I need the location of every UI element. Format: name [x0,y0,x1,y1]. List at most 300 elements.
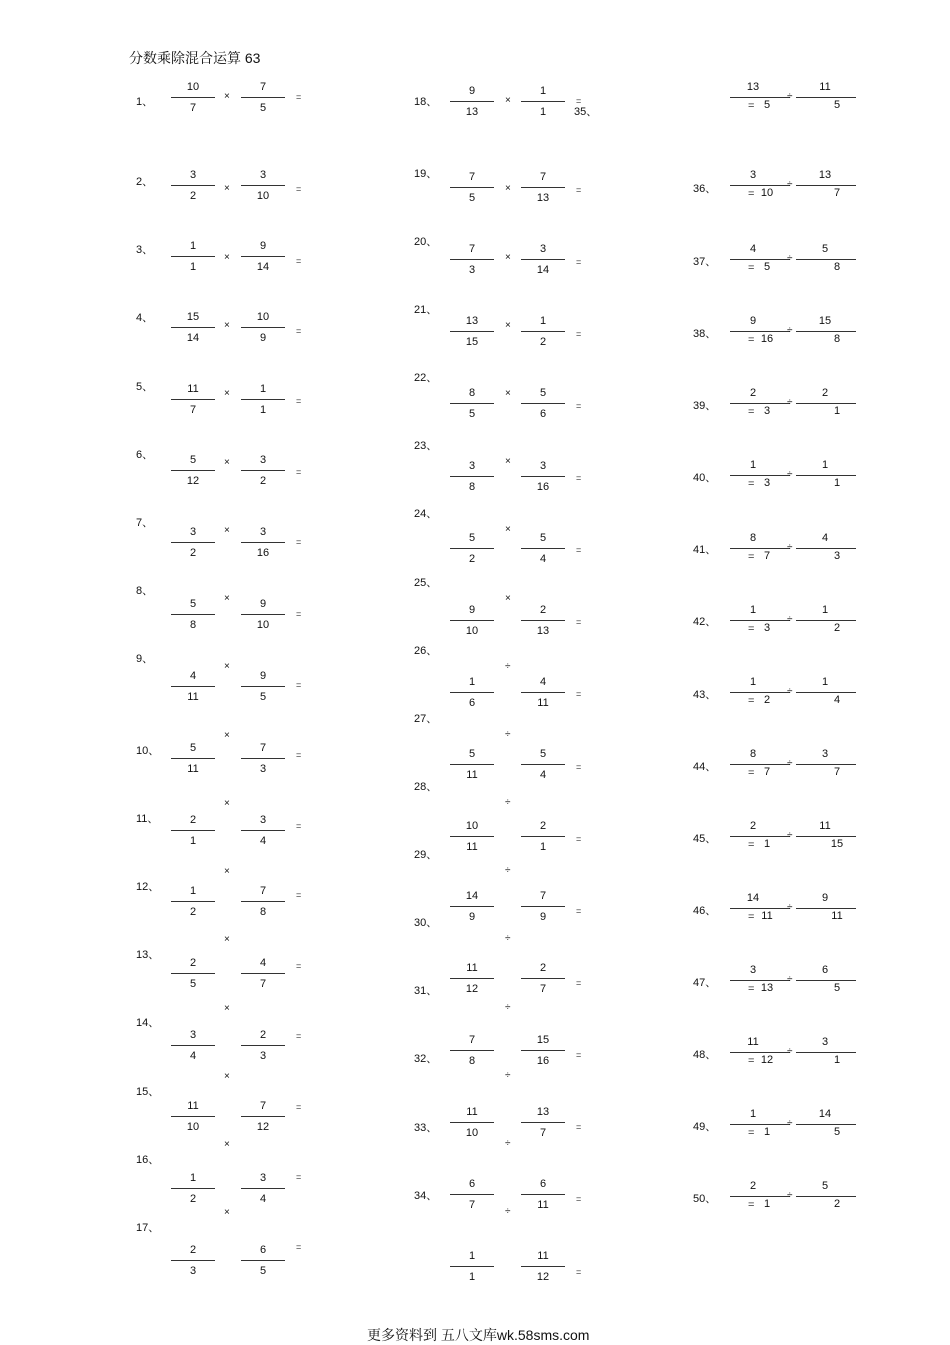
fraction-numerator: 14 [746,892,760,904]
divide-sign: ÷ [787,253,793,264]
problem-number: 48、 [693,1049,717,1061]
multiply-sign: × [224,525,230,536]
fraction-bar [521,331,565,332]
fraction-bar [730,620,790,621]
fraction-numerator: 4 [821,532,829,544]
fraction-denominator: 7 [833,766,841,778]
problem-number: 34、 [414,1190,438,1202]
equals-sign: = [748,983,755,995]
multiply-sign: × [224,320,230,331]
fraction-numerator: 5 [539,387,547,399]
fraction-numerator: 11 [819,81,831,93]
fraction-bar [171,470,215,471]
fraction-numerator: 11 [466,962,478,974]
fraction-denominator: 5 [833,1126,841,1138]
fraction-denominator: 2 [468,553,476,565]
fraction-denominator: 13 [536,192,550,204]
fraction-denominator: 3 [259,1050,267,1062]
fraction-numerator: 5 [821,1180,829,1192]
fraction-bar [730,908,790,909]
multiply-sign: × [224,1071,230,1082]
problem-number: 26、 [414,645,438,657]
fraction-bar [171,327,215,328]
fraction-numerator: 7 [468,171,476,183]
fraction-numerator: 5 [539,748,547,760]
equals-sign: = [296,961,302,971]
fraction-bar [450,331,494,332]
fraction-numerator: 5 [468,748,476,760]
fraction-numerator: 3 [821,748,829,760]
fraction-numerator: 13 [536,1106,550,1118]
fraction-bar [521,1050,565,1051]
fraction-numerator: 5 [468,532,476,544]
fraction-numerator: 8 [749,532,757,544]
problem-number: 1、 [136,96,154,108]
fraction-bar [171,1045,215,1046]
problem-number: 46、 [693,905,717,917]
fraction-denominator: 6 [468,697,476,709]
problem-number: 3、 [136,244,154,256]
fraction-bar [730,548,790,549]
problem-number: 6、 [136,449,154,461]
fraction-bar [171,830,215,831]
equals-sign: = [576,1122,582,1132]
fraction-numerator: 11 [466,1106,478,1118]
fraction-denominator: 16 [760,333,774,345]
fraction-denominator: 10 [256,619,270,631]
fraction-numerator: 15 [536,1034,550,1046]
fraction-numerator: 6 [539,1178,547,1190]
fraction-denominator: 4 [539,553,547,565]
fraction-numerator: 5 [189,454,197,466]
fraction-denominator: 3 [468,264,476,276]
fraction-bar [796,331,856,332]
multiply-sign: × [224,593,230,604]
equals-sign: = [296,609,302,619]
fraction-numerator: 4 [189,670,197,682]
problem-number: 10、 [136,745,160,757]
fraction-numerator: 1 [468,676,476,688]
problem-number: 36、 [693,183,717,195]
fraction-numerator: 6 [821,964,829,976]
fraction-denominator: 13 [536,625,550,637]
fraction-numerator: 3 [749,169,757,181]
fraction-denominator: 12 [536,1271,550,1283]
fraction-bar [521,764,565,765]
fraction-denominator: 9 [259,332,267,344]
problem-number: 38、 [693,328,717,340]
equals-sign: = [748,623,755,635]
fraction-numerator: 9 [259,240,267,252]
divide-sign: ÷ [787,1118,793,1129]
fraction-denominator: 15 [830,838,844,850]
fraction-numerator: 10 [186,81,200,93]
fraction-numerator: 3 [189,1029,197,1041]
fraction-bar [241,1116,285,1117]
divide-sign: ÷ [787,542,793,553]
problem-number: 31、 [414,985,438,997]
equals-sign: = [576,1267,582,1277]
fraction-denominator: 13 [465,106,479,118]
fraction-denominator: 12 [760,1054,774,1066]
fraction-denominator: 12 [465,983,479,995]
fraction-numerator: 5 [539,532,547,544]
fraction-bar [796,908,856,909]
fraction-numerator: 13 [746,81,760,93]
fraction-denominator: 8 [468,1055,476,1067]
equals-sign: = [576,401,582,411]
fraction-bar [171,399,215,400]
divide-sign: ÷ [787,758,793,769]
fraction-denominator: 1 [259,404,267,416]
fraction-numerator: 1 [749,676,757,688]
problem-number: 23、 [414,440,438,452]
problem-number: 20、 [414,236,438,248]
fraction-bar [450,1050,494,1051]
fraction-bar [796,548,856,549]
equals-sign: = [296,1031,302,1041]
fraction-denominator: 2 [189,906,197,918]
fraction-denominator: 1 [833,1054,841,1066]
fraction-denominator: 8 [468,481,476,493]
fraction-numerator: 2 [749,387,757,399]
fraction-numerator: 5 [189,598,197,610]
problem-number: 24、 [414,508,438,520]
equals-sign: = [296,1242,302,1252]
equals-sign: = [576,617,582,627]
problem-number: 4、 [136,312,154,324]
fraction-bar [796,259,856,260]
fraction-denominator: 1 [763,1126,771,1138]
fraction-numerator: 2 [189,1244,197,1256]
fraction-denominator: 10 [760,187,774,199]
equals-sign: = [576,545,582,555]
fraction-denominator: 2 [189,1193,197,1205]
fraction-numerator: 3 [259,454,267,466]
fraction-bar [171,686,215,687]
fraction-denominator: 6 [539,408,547,420]
problem-number: 8、 [136,585,154,597]
divide-sign: ÷ [505,661,511,672]
problem-number: 2、 [136,176,154,188]
fraction-denominator: 11 [761,910,773,922]
fraction-denominator: 2 [259,475,267,487]
multiply-sign: × [224,1003,230,1014]
fraction-bar [171,97,215,98]
equals-sign: = [576,978,582,988]
multiply-sign: × [505,388,511,399]
fraction-denominator: 5 [259,1265,267,1277]
multiply-sign: × [505,252,511,263]
fraction-denominator: 5 [833,982,841,994]
fraction-denominator: 16 [536,481,550,493]
problem-number: 12、 [136,881,160,893]
fraction-denominator: 11 [466,841,478,853]
equals-sign: = [748,695,755,707]
fraction-numerator: 3 [539,243,547,255]
fraction-numerator: 9 [749,315,757,327]
fraction-bar [796,836,856,837]
problem-number: 35、 [574,106,598,118]
fraction-bar [241,901,285,902]
fraction-numerator: 15 [186,311,200,323]
fraction-denominator: 10 [465,625,479,637]
fraction-bar [171,614,215,615]
fraction-numerator: 3 [821,1036,829,1048]
fraction-denominator: 3 [763,477,771,489]
fraction-numerator: 14 [818,1108,832,1120]
divide-sign: ÷ [505,1138,511,1149]
fraction-denominator: 16 [536,1055,550,1067]
fraction-numerator: 3 [749,964,757,976]
problem-number: 13、 [136,949,160,961]
equals-sign: = [296,396,302,406]
equals-sign: = [748,334,755,346]
fraction-bar [521,906,565,907]
equals-sign: = [748,188,755,200]
fraction-numerator: 10 [256,311,270,323]
fraction-denominator: 7 [259,978,267,990]
equals-sign: = [748,100,755,112]
fraction-bar [241,542,285,543]
equals-sign: = [296,890,302,900]
fraction-bar [171,256,215,257]
fraction-bar [521,978,565,979]
fraction-bar [521,620,565,621]
equals-sign: = [296,184,302,194]
fraction-bar [521,548,565,549]
fraction-numerator: 3 [259,814,267,826]
fraction-denominator: 1 [539,106,547,118]
fraction-bar [171,185,215,186]
fraction-numerator: 1 [539,315,547,327]
fraction-bar [521,1266,565,1267]
fraction-bar [171,973,215,974]
fraction-bar [241,97,285,98]
fraction-bar [241,185,285,186]
fraction-denominator: 7 [189,102,197,114]
divide-sign: ÷ [787,179,793,190]
fraction-bar [796,97,856,98]
problem-number: 27、 [414,713,438,725]
fraction-bar [450,476,494,477]
fraction-numerator: 11 [187,1100,199,1112]
fraction-denominator: 2 [189,547,197,559]
equals-sign: = [576,1194,582,1204]
fraction-bar [241,1045,285,1046]
equals-sign: = [576,834,582,844]
equals-sign: = [296,680,302,690]
equals-sign: = [748,1055,755,1067]
page-title: 分数乘除混合运算 63 [129,50,261,66]
fraction-denominator: 1 [539,841,547,853]
problem-number: 28、 [414,781,438,793]
fraction-bar [450,1122,494,1123]
fraction-denominator: 5 [468,192,476,204]
fraction-numerator: 7 [259,1100,267,1112]
fraction-bar [730,185,790,186]
fraction-bar [450,548,494,549]
fraction-bar [241,1188,285,1189]
fraction-bar [730,1196,790,1197]
fraction-denominator: 3 [763,622,771,634]
fraction-bar [241,470,285,471]
fraction-numerator: 11 [537,1250,549,1262]
divide-sign: ÷ [787,469,793,480]
fraction-bar [241,686,285,687]
fraction-denominator: 5 [763,99,771,111]
multiply-sign: × [224,252,230,263]
fraction-denominator: 12 [256,1121,270,1133]
fraction-denominator: 4 [833,694,841,706]
equals-sign: = [296,256,302,266]
problem-number: 32、 [414,1053,438,1065]
fraction-bar [521,1194,565,1195]
fraction-bar [450,764,494,765]
fraction-bar [171,1116,215,1117]
fraction-bar [241,327,285,328]
fraction-numerator: 9 [259,598,267,610]
fraction-bar [730,259,790,260]
multiply-sign: × [224,183,230,194]
equals-sign: = [576,185,582,195]
fraction-denominator: 5 [259,691,267,703]
divide-sign: ÷ [787,830,793,841]
equals-sign: = [296,750,302,760]
problem-number: 5、 [136,381,154,393]
multiply-sign: × [505,183,511,194]
fraction-bar [796,692,856,693]
equals-sign: = [576,906,582,916]
fraction-bar [241,614,285,615]
fraction-numerator: 2 [259,1029,267,1041]
fraction-denominator: 1 [468,1271,476,1283]
fraction-numerator: 1 [468,1250,476,1262]
fraction-numerator: 1 [539,85,547,97]
problem-number: 16、 [136,1154,160,1166]
fraction-bar [796,1196,856,1197]
fraction-bar [796,620,856,621]
multiply-sign: × [224,457,230,468]
equals-sign: = [748,406,755,418]
fraction-bar [171,1188,215,1189]
fraction-numerator: 2 [749,820,757,832]
fraction-numerator: 9 [821,892,829,904]
divide-sign: ÷ [787,974,793,985]
equals-sign: = [296,537,302,547]
problem-number: 42、 [693,616,717,628]
fraction-numerator: 7 [259,885,267,897]
fraction-denominator: 3 [259,763,267,775]
fraction-numerator: 1 [821,459,829,471]
fraction-bar [796,403,856,404]
fraction-numerator: 9 [259,670,267,682]
fraction-numerator: 2 [189,957,197,969]
fraction-denominator: 5 [763,261,771,273]
fraction-denominator: 11 [831,910,843,922]
fraction-numerator: 7 [259,81,267,93]
fraction-numerator: 8 [749,748,757,760]
problem-number: 14、 [136,1017,160,1029]
divide-sign: ÷ [505,1206,511,1217]
fraction-denominator: 5 [259,102,267,114]
divide-sign: ÷ [787,91,793,102]
fraction-denominator: 5 [189,978,197,990]
fraction-numerator: 11 [187,383,199,395]
problem-number: 19、 [414,168,438,180]
fraction-bar [730,475,790,476]
fraction-bar [241,973,285,974]
fraction-denominator: 11 [187,691,199,703]
problem-number: 11、 [136,813,159,825]
fraction-bar [241,1260,285,1261]
multiply-sign: × [224,934,230,945]
fraction-numerator: 9 [468,604,476,616]
fraction-denominator: 2 [539,336,547,348]
fraction-denominator: 2 [189,190,197,202]
problem-number: 17、 [136,1222,160,1234]
fraction-denominator: 1 [763,838,771,850]
fraction-bar [521,1122,565,1123]
fraction-denominator: 4 [189,1050,197,1062]
fraction-numerator: 3 [259,169,267,181]
problem-number: 7、 [136,517,154,529]
fraction-bar [241,758,285,759]
equals-sign: = [576,762,582,772]
equals-sign: = [576,329,582,339]
fraction-bar [796,1052,856,1053]
fraction-denominator: 7 [833,187,841,199]
fraction-denominator: 9 [539,911,547,923]
equals-sign: = [748,767,755,779]
divide-sign: ÷ [505,1070,511,1081]
divide-sign: ÷ [787,1190,793,1201]
equals-sign: = [296,1172,302,1182]
fraction-denominator: 8 [189,619,197,631]
divide-sign: ÷ [505,729,511,740]
equals-sign: = [576,96,582,106]
fraction-bar [241,399,285,400]
fraction-bar [450,1266,494,1267]
problem-number: 25、 [414,577,438,589]
fraction-bar [521,259,565,260]
fraction-bar [730,836,790,837]
multiply-sign: × [505,593,511,604]
fraction-numerator: 1 [821,676,829,688]
fraction-numerator: 13 [465,315,479,327]
fraction-bar [730,692,790,693]
fraction-bar [171,901,215,902]
equals-sign: = [576,689,582,699]
divide-sign: ÷ [505,797,511,808]
fraction-numerator: 5 [821,243,829,255]
fraction-denominator: 1 [833,405,841,417]
equals-sign: = [296,92,302,102]
multiply-sign: × [224,661,230,672]
fraction-denominator: 4 [259,1193,267,1205]
fraction-bar [730,764,790,765]
fraction-denominator: 13 [760,982,774,994]
fraction-denominator: 11 [466,769,478,781]
divide-sign: ÷ [787,902,793,913]
fraction-bar [171,758,215,759]
fraction-bar [450,187,494,188]
fraction-bar [796,764,856,765]
fraction-numerator: 2 [821,387,829,399]
fraction-numerator: 1 [749,604,757,616]
fraction-bar [730,1052,790,1053]
fraction-denominator: 3 [763,405,771,417]
